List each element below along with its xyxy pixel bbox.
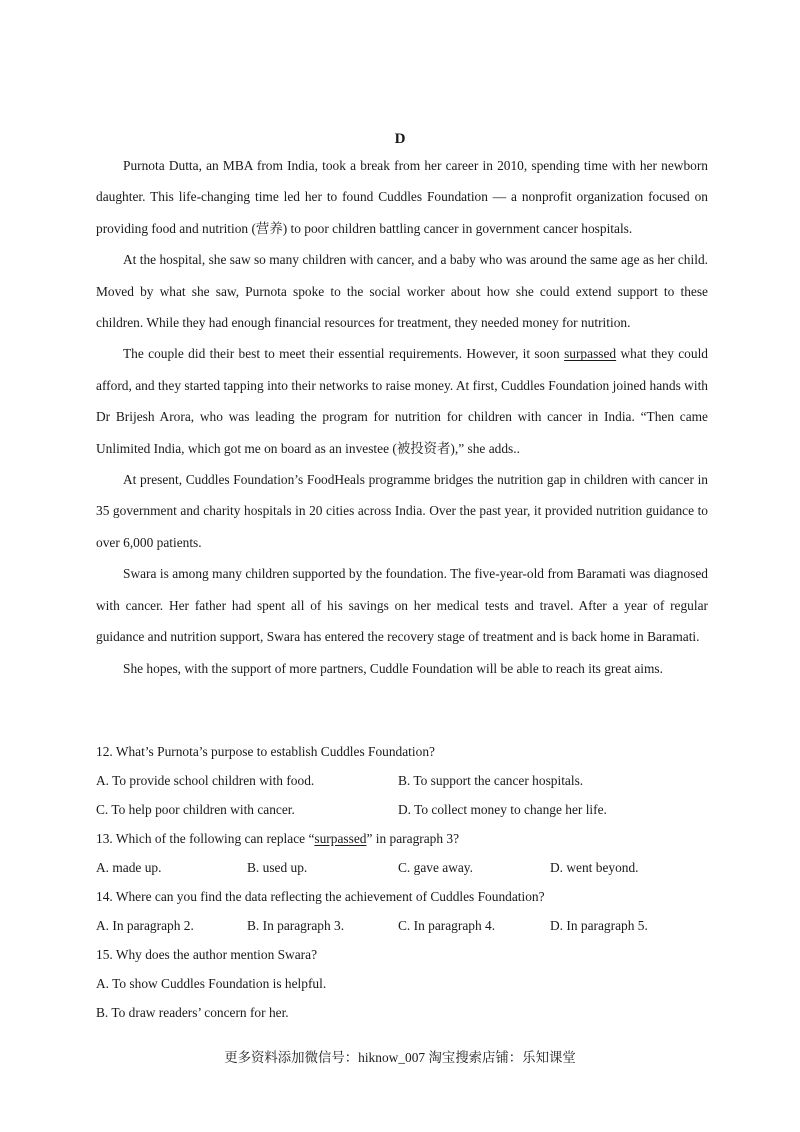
question-12-options-row-2 [96,795,716,824]
footer-note: 更多资料添加微信号：hiknow_007 淘宝搜索店铺：乐知课堂 [224,1050,576,1065]
question-12-option-d: D. To collect money to change her life. [398,802,607,817]
question-14-option-a: A. In paragraph 2. [96,918,194,933]
question-14-options-row [96,911,716,940]
question-15-option-a: A. To show Cuddles Foundation is helpful. [96,976,327,991]
paragraph-5: Swara is among many children supported by the foundation. The five-year-old from Baramati was diagnosed with cancer. Her father had spent all of his savings on her medical tests and travel. After a year of regular guidance and nutrition support, Swara has entered the recovery stage of treatment and is back home in Baramati. [96,566,708,645]
question-12-stem: 12. What’s Purnota’s purpose to establish Cuddles Foundation? [96,744,435,759]
question-15-option-b: B. To draw readers’ concern for her. [96,1005,289,1020]
question-14-option-d: D. In paragraph 5. [550,918,648,933]
question-15-option-b-row [96,998,716,1027]
question-13-option-d: D. went beyond. [550,860,639,875]
question-14-option-b: B. In paragraph 3. [247,918,345,933]
question-14-stem: 14. Where can you find the data reflecting the achievement of Cuddles Foundation? [96,889,545,904]
question-15-stem: 15. Why does the author mention Swara? [96,947,318,962]
question-14-option-c: C. In paragraph 4. [398,918,496,933]
underlined-word-surpassed: surpassed [564,346,617,362]
paragraph-3 [96,338,708,464]
paragraph-6: She hopes, with the support of more partners, Cuddle Foundation will be able to reach its great aims. [123,660,663,676]
paragraph-3-text-after: what they could afford, and they started tapping into their networks to raise money. At first, Cuddles Foundation joined hands with Dr Brijesh Arora, who was leading the program for nutrition for children with cancer in India. “Then came Unlimited India, which got me on board as an investee (被投资者),” she adds.. [96,346,708,456]
section-heading: D [394,131,406,147]
paragraph-3-text-before: The couple did their best to meet their essential requirements. However, it soon [123,346,565,362]
question-13-underlined-word: surpassed [314,831,367,846]
question-13-stem-after: ” in paragraph 3? [366,831,460,846]
question-13-option-b: B. used up. [247,860,308,875]
question-12-options-row-1 [96,766,716,795]
question-13-option-a: A. made up. [96,860,162,875]
paragraph-2: At the hospital, she saw so many children with cancer, and a baby who was around the same age as her child. Moved by what she saw, Purnota spoke to the social worker about how she could extend support to these children. While they had enough financial resources for treatment, they needed money for nutrition. [96,252,708,331]
question-12-option-c: C. To help poor children with cancer. [96,802,295,817]
question-12-option-b: B. To support the cancer hospitals. [398,773,584,788]
question-13-stem [96,824,716,853]
question-13-options-row [96,853,716,882]
paragraph-4: At present, Cuddles Foundation’s FoodHeals programme bridges the nutrition gap in children with cancer in 35 government and charity hospitals in 20 cities across India. Over the past year, it provided nutrition guidance to over 6,000 patients. [96,472,708,550]
question-13-stem-before: 13. Which of the following can replace “ [96,831,315,846]
question-15-option-a-row [96,969,716,998]
reading-passage [96,150,708,682]
question-list [96,737,716,1027]
paragraph-1: Purnota Dutta, an MBA from India, took a break from her career in 2010, spending time with her newborn daughter. This life-changing time led her to found Cuddles Foundation — a nonprofit organization focused on providing food and nutrition (营养) to poor children battling cancer in government cancer hospitals. [96,158,708,236]
question-13-option-c: C. gave away. [398,860,473,875]
question-12-option-a: A. To provide school children with food. [96,773,315,788]
